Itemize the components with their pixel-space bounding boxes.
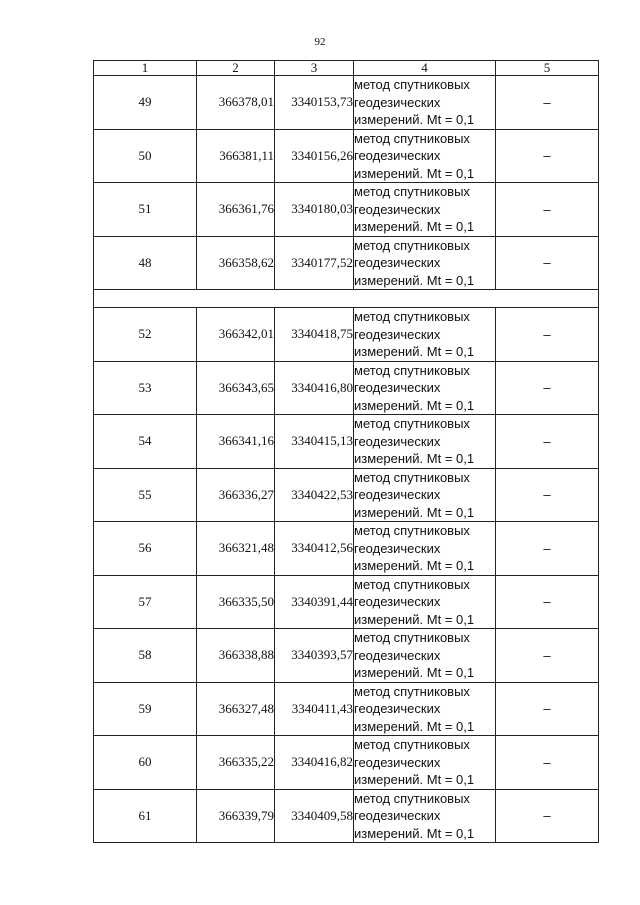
point-number-cell: 55: [94, 468, 197, 522]
note-cell: –: [496, 236, 599, 290]
table-row: [94, 522, 599, 576]
column-header-5: 5: [496, 61, 599, 76]
method-text-line: метод спутниковых: [354, 309, 470, 324]
group-separator-cell: [94, 290, 599, 308]
note-cell: –: [496, 129, 599, 183]
x-coordinate-cell: 366342,01: [197, 308, 275, 362]
y-coordinate-cell: 3340422,53: [275, 468, 354, 522]
x-coordinate-cell: 366361,76: [197, 183, 275, 237]
note-cell: –: [496, 415, 599, 469]
x-coordinate-cell: 366321,48: [197, 522, 275, 576]
method-text-line: метод спутниковых: [354, 469, 470, 485]
y-coordinate-cell: 3340416,80: [275, 361, 354, 415]
method-cell: [354, 415, 496, 469]
method-cell: [354, 575, 496, 629]
y-coordinate-cell: 3340153,73: [275, 76, 354, 130]
y-coordinate-cell: 3340412,56: [275, 522, 354, 576]
column-header-1: 1: [94, 61, 197, 76]
header-row: [94, 61, 599, 76]
method-text-line: геодезических: [354, 594, 441, 609]
table-row: [94, 736, 599, 790]
y-coordinate-cell: 3340411,43: [275, 682, 354, 736]
method-text-line: метод спутниковых: [354, 790, 470, 806]
method-text-line: метод спутниковых: [354, 77, 470, 92]
note-cell: –: [496, 361, 599, 415]
group-separator-row: [94, 290, 599, 308]
point-number-cell: 51: [94, 183, 197, 237]
table-row: [94, 183, 599, 237]
y-coordinate-cell: 3340391,44: [275, 575, 354, 629]
method-text-line: геодезических: [354, 201, 441, 217]
table-row: [94, 76, 599, 130]
method-text-line: метод спутниковых: [354, 237, 470, 253]
note-cell: –: [496, 308, 599, 362]
table-row: [94, 236, 599, 290]
method-cell: [354, 789, 496, 843]
method-text-line: измерений. Mt = 0,1: [354, 772, 475, 787]
method-text-line: геодезических: [354, 701, 441, 716]
x-coordinate-cell: 366343,65: [197, 361, 275, 415]
x-coordinate-cell: 366339,79: [197, 789, 275, 843]
method-text-line: геодезических: [354, 255, 441, 270]
y-coordinate-cell: 3340409,58: [275, 789, 354, 843]
method-text-line: метод спутниковых: [354, 130, 470, 146]
method-text-line: измерений. Mt = 0,1: [354, 558, 475, 573]
method-text-line: геодезических: [354, 94, 441, 110]
note-cell: –: [496, 522, 599, 576]
method-text-line: измерений. Mt = 0,1: [354, 112, 475, 127]
note-cell: –: [496, 76, 599, 130]
method-text-line: метод спутниковых: [354, 184, 470, 199]
coordinates-table: [93, 60, 599, 843]
x-coordinate-cell: 366358,62: [197, 236, 275, 290]
note-cell: –: [496, 468, 599, 522]
x-coordinate-cell: 366327,48: [197, 682, 275, 736]
x-coordinate-cell: 366341,16: [197, 415, 275, 469]
method-cell: [354, 236, 496, 290]
note-cell: –: [496, 682, 599, 736]
method-cell: [354, 522, 496, 576]
y-coordinate-cell: 3340180,03: [275, 183, 354, 237]
table-row: [94, 129, 599, 183]
method-text-line: измерений. Mt = 0,1: [354, 504, 475, 520]
point-number-cell: 49: [94, 76, 197, 130]
point-number-cell: 60: [94, 736, 197, 790]
method-text-line: измерений. Mt = 0,1: [354, 344, 475, 359]
method-text-line: метод спутниковых: [354, 737, 470, 752]
x-coordinate-cell: 366381,11: [197, 129, 275, 183]
table-row: [94, 575, 599, 629]
note-cell: –: [496, 183, 599, 237]
x-coordinate-cell: 366336,27: [197, 468, 275, 522]
y-coordinate-cell: 3340393,57: [275, 629, 354, 683]
x-coordinate-cell: 366335,50: [197, 575, 275, 629]
x-coordinate-cell: 366338,88: [197, 629, 275, 683]
point-number-cell: 53: [94, 361, 197, 415]
method-text-line: измерений. Mt = 0,1: [354, 825, 475, 841]
table-header: [94, 61, 599, 76]
y-coordinate-cell: 3340416,82: [275, 736, 354, 790]
method-text-line: геодезических: [354, 148, 441, 163]
method-text-line: измерений. Mt = 0,1: [354, 451, 475, 466]
point-number-cell: 57: [94, 575, 197, 629]
method-cell: [354, 736, 496, 790]
method-text-line: измерений. Mt = 0,1: [354, 272, 475, 288]
x-coordinate-cell: 366378,01: [197, 76, 275, 130]
method-text-line: геодезических: [354, 647, 441, 663]
note-cell: –: [496, 629, 599, 683]
column-header-4: 4: [354, 61, 496, 76]
note-cell: –: [496, 789, 599, 843]
method-text-line: метод спутниковых: [354, 576, 470, 592]
point-number-cell: 56: [94, 522, 197, 576]
table-row: [94, 361, 599, 415]
method-text-line: метод спутниковых: [354, 416, 470, 431]
y-coordinate-cell: 3340177,52: [275, 236, 354, 290]
table-row: [94, 629, 599, 683]
point-number-cell: 61: [94, 789, 197, 843]
point-number-cell: 59: [94, 682, 197, 736]
table-row: [94, 682, 599, 736]
page-number: 92: [314, 36, 326, 48]
method-cell: [354, 129, 496, 183]
method-text-line: геодезических: [354, 487, 441, 502]
method-text-line: геодезических: [354, 808, 441, 823]
method-text-line: геодезических: [354, 380, 441, 395]
method-cell: [354, 468, 496, 522]
y-coordinate-cell: 3340415,13: [275, 415, 354, 469]
point-number-cell: 48: [94, 236, 197, 290]
note-cell: –: [496, 575, 599, 629]
method-text-line: метод спутниковых: [354, 523, 470, 538]
point-number-cell: 52: [94, 308, 197, 362]
y-coordinate-cell: 3340156,26: [275, 129, 354, 183]
table-row: [94, 789, 599, 843]
method-text-line: метод спутниковых: [354, 362, 470, 378]
method-cell: [354, 682, 496, 736]
method-text-line: измерений. Mt = 0,1: [354, 718, 475, 734]
point-number-cell: 58: [94, 629, 197, 683]
column-header-2: 2: [197, 61, 275, 76]
method-text-line: геодезических: [354, 326, 441, 342]
note-cell: –: [496, 736, 599, 790]
method-cell: [354, 629, 496, 683]
method-cell: [354, 76, 496, 130]
method-text-line: геодезических: [354, 540, 441, 556]
method-text-line: метод спутниковых: [354, 683, 470, 699]
method-text-line: измерений. Mt = 0,1: [354, 397, 475, 413]
table-row: [94, 415, 599, 469]
table-body: [94, 76, 599, 843]
method-text-line: геодезических: [354, 433, 441, 449]
method-cell: [354, 308, 496, 362]
method-text-line: геодезических: [354, 754, 441, 770]
method-text-line: метод спутниковых: [354, 630, 470, 645]
point-number-cell: 50: [94, 129, 197, 183]
table-row: [94, 468, 599, 522]
table-row: [94, 308, 599, 362]
method-cell: [354, 183, 496, 237]
y-coordinate-cell: 3340418,75: [275, 308, 354, 362]
method-cell: [354, 361, 496, 415]
point-number-cell: 54: [94, 415, 197, 469]
column-header-3: 3: [275, 61, 354, 76]
method-text-line: измерений. Mt = 0,1: [354, 611, 475, 627]
method-text-line: измерений. Mt = 0,1: [354, 665, 475, 680]
method-text-line: измерений. Mt = 0,1: [354, 219, 475, 234]
x-coordinate-cell: 366335,22: [197, 736, 275, 790]
method-text-line: измерений. Mt = 0,1: [354, 165, 475, 181]
